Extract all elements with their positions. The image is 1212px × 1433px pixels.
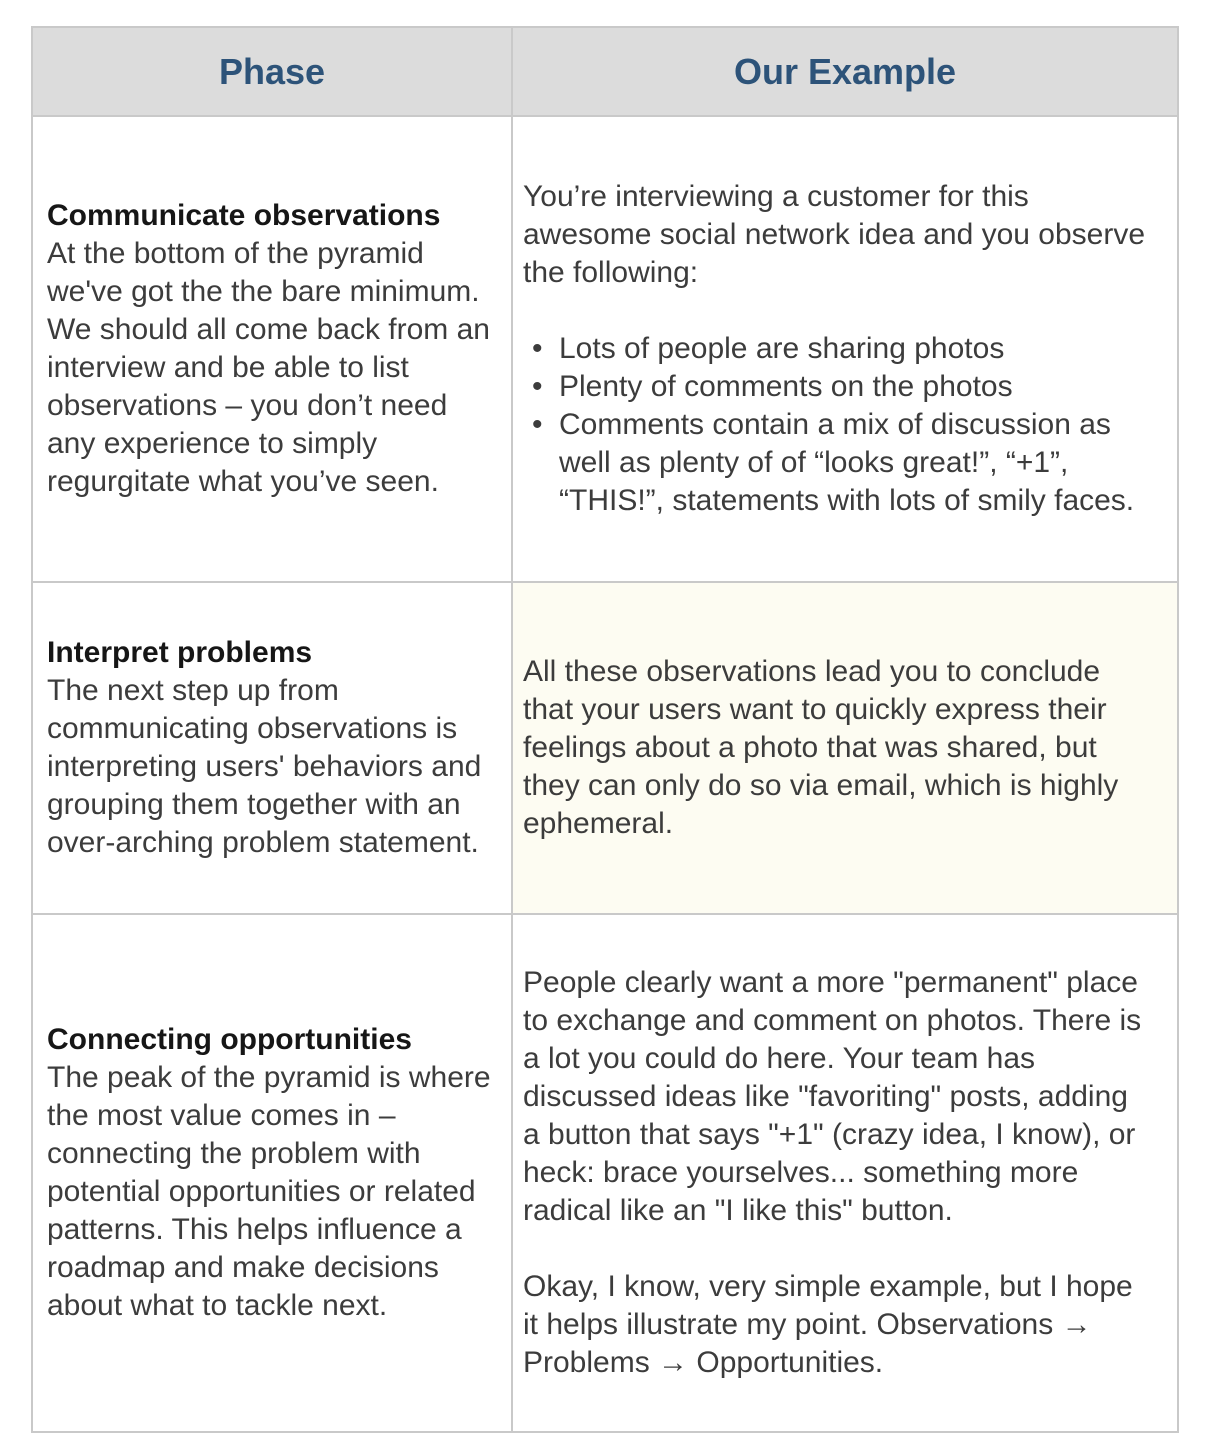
- phase-title: Connecting opportunities: [47, 1023, 412, 1056]
- phase-description: The peak of the pyramid is where the most value comes in – connecting the problem with potential opportunities or related patterns. This helps influence a roadmap and make decisions about what to tackle next.: [47, 1061, 491, 1322]
- phase-title: Communicate observations: [47, 199, 441, 232]
- phase-title: Interpret problems: [47, 636, 313, 669]
- example-paragraph: People clearly want a more "permanent" place to exchange and comment on photos. There is a lot you could do here. Your team has discussed ideas like "favoriting" posts, adding a button that says "+1" (crazy idea, I know), or heck: brace yourselves... something more radical like an "I like this" button.: [523, 966, 1142, 1227]
- cell-example-interpret-problems: [512, 582, 1178, 914]
- bullet-item: • Comments contain a mix of discussion as well as plenty of of “looks great!”, “+1”, “THIS!”, statements with lots of smily faces.: [559, 406, 1149, 520]
- table-header: [32, 27, 1178, 116]
- example-paragraph: All these observations lead you to conclude that your users want to quickly express their feelings about a photo that was shared, but they can only do so via email, which is highly ephemeral.: [523, 655, 1119, 840]
- cell-phase-connecting-opportunities: [32, 914, 512, 1432]
- table-row-interpret-problems: [32, 582, 1178, 914]
- cell-example-connecting-opportunities: [512, 914, 1178, 1432]
- table-row-connecting-opportunities: [32, 914, 1178, 1432]
- example-paragraph: Okay, I know, very simple example, but I hope it helps illustrate my point. Observations → Problems → Opportunities.: [523, 1270, 1133, 1379]
- column-header-phase: Phase: [32, 27, 512, 116]
- phase-example-table: [31, 26, 1179, 1433]
- cell-phase-interpret-problems: [32, 582, 512, 914]
- observation-bullet-list: [523, 330, 1149, 520]
- example-intro: You’re interviewing a customer for this awesome social network idea and you observe the following:: [523, 180, 1146, 289]
- bullet-item: • Lots of people are sharing photos: [559, 330, 1149, 368]
- phase-description: The next step up from communicating observations is interpreting users' behaviors and grouping them together with an over-arching problem statement.: [47, 674, 482, 859]
- table-row-communicate-observations: [32, 116, 1178, 582]
- phase-description: At the bottom of the pyramid we've got the the bare minimum. We should all come back from an interview and be able to list observations – you don’t need any experience to simply regurgitate what you’ve seen.: [47, 237, 490, 498]
- cell-phase-communicate-observations: [32, 116, 512, 582]
- cell-example-communicate-observations: [512, 116, 1178, 582]
- header-row: [32, 27, 1178, 116]
- column-header-our-example: Our Example: [512, 27, 1178, 116]
- bullet-item: • Plenty of comments on the photos: [559, 368, 1149, 406]
